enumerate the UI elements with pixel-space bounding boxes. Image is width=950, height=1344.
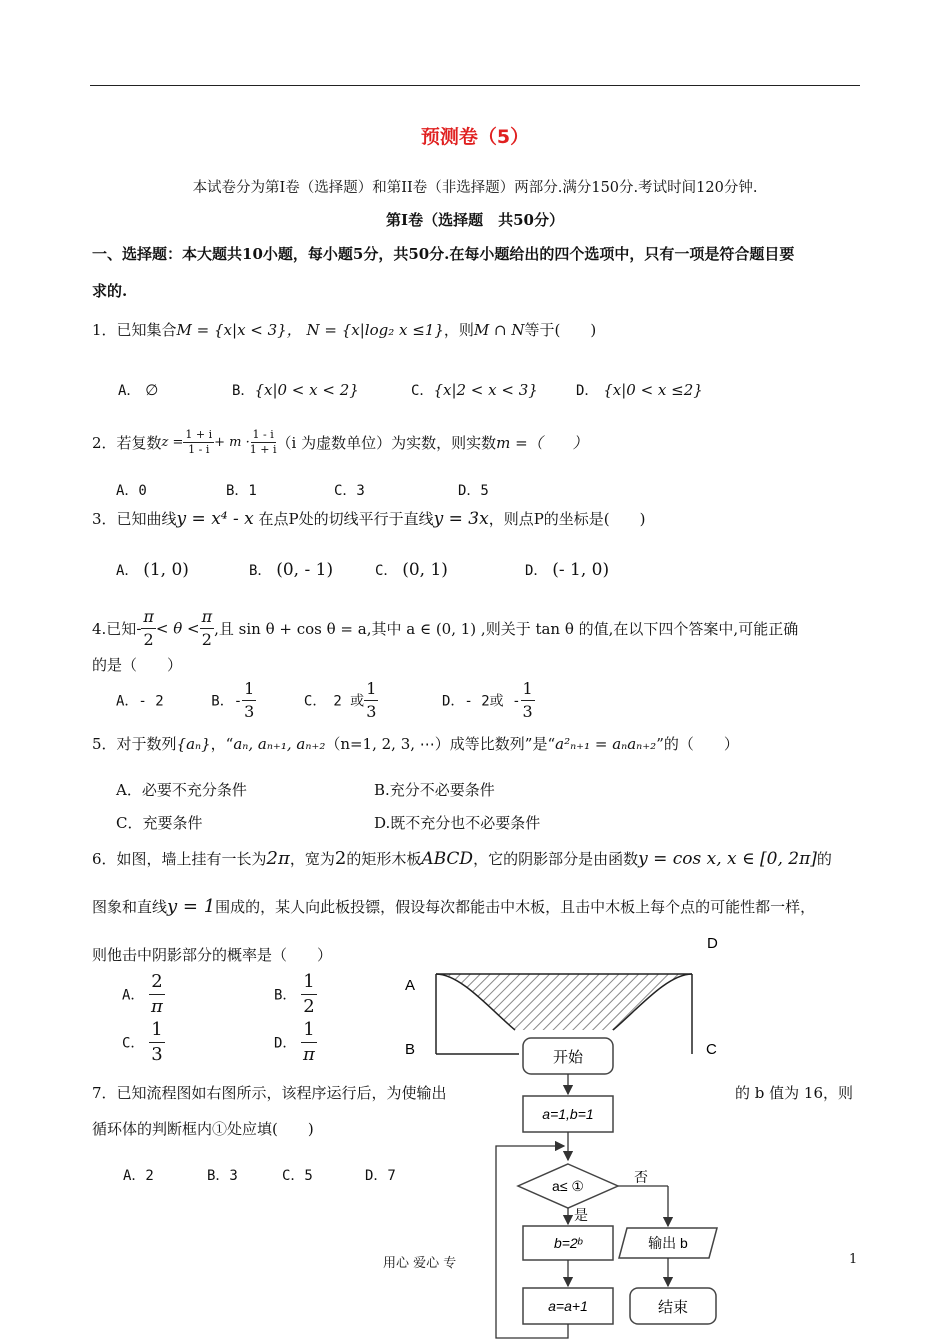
q7-option-a: A．2 bbox=[123, 1168, 154, 1184]
q7-stem-line1b: 的 b 值为 16，则 bbox=[735, 1084, 853, 1102]
page-number: 1 bbox=[849, 1252, 858, 1267]
q5-option-b: B.充分不必要条件 bbox=[374, 781, 495, 799]
q6-option-a: A． $\frac{2}{\pi}$ bbox=[122, 971, 163, 1017]
q6-label-b: B bbox=[405, 1041, 416, 1058]
svg-text:是: 是 bbox=[574, 1207, 588, 1223]
q7-flowchart bbox=[490, 1030, 730, 1344]
q5-option-d: D.既不充分也不必要条件 bbox=[374, 814, 541, 832]
q2-fraction-2: $\frac{1 - i}{1 + i}$ bbox=[249, 428, 277, 456]
q2-option-c: C．3 bbox=[334, 483, 365, 499]
q6-label-d: D bbox=[707, 935, 718, 952]
q3-option-a: A． (1, 0) bbox=[116, 560, 189, 580]
svg-text:b=2ᵇ: b=2ᵇ bbox=[553, 1235, 583, 1251]
q4-frac-neg-pi-half: $\frac{\pi}{2}$ bbox=[143, 607, 154, 649]
q6-option-d: D． $\frac{1}{\pi}$ bbox=[274, 1019, 315, 1065]
q4-option-a: A．- 2 bbox=[116, 693, 164, 710]
q3-option-d: D． (- 1, 0) bbox=[525, 560, 610, 580]
q7-option-b: B．3 bbox=[207, 1168, 238, 1184]
svg-text:a=a+1: a=a+1 bbox=[548, 1298, 588, 1314]
q1-option-b: B．{x|0 < x < 2} bbox=[232, 381, 359, 399]
q1-intersection: M ∩ N bbox=[473, 321, 525, 339]
header-rule bbox=[90, 85, 860, 86]
q7-stem-line2: 循环体的判断框内①处应填( ) bbox=[92, 1120, 314, 1138]
q4-stem-line2: 的是（ ） bbox=[92, 656, 183, 674]
q2-option-d: D．5 bbox=[458, 483, 489, 499]
q6-label-c: C bbox=[706, 1041, 717, 1058]
q6-function: y = cos x, x ∈ [0, 2π] bbox=[638, 849, 817, 869]
q2-fraction-1: $\frac{1 + i}{1 - i}$ bbox=[185, 428, 213, 456]
q1-option-d: D． {x|0 < x ≤2} bbox=[576, 381, 703, 399]
q1-option-a: A． ∅ bbox=[118, 381, 159, 399]
q1-set-m: M = {x|x < 3}， bbox=[176, 321, 302, 339]
q7-option-d: D．7 bbox=[365, 1168, 396, 1184]
q1-set-n: N = {x|log₂ x ≤1} bbox=[306, 321, 444, 339]
q3-option-c: C． (0, 1) bbox=[375, 560, 448, 580]
svg-text:a=1,b=1: a=1,b=1 bbox=[542, 1106, 594, 1122]
q6-stem-line3: 则他击中阴影部分的概率是（ ） bbox=[92, 946, 333, 964]
svg-text:否: 否 bbox=[634, 1169, 648, 1185]
q2-option-a: A．0 bbox=[116, 483, 147, 499]
svg-text:开始: 开始 bbox=[552, 1049, 584, 1066]
q5-sequence: {aₙ} bbox=[176, 735, 211, 753]
q7-option-c: C．5 bbox=[282, 1168, 313, 1184]
section-instructions-line1: 一、选择题：本大题共10小题，每小题5分，共50分.在每小题给出的四个选项中，只有一项是符合题目要 bbox=[92, 245, 795, 263]
q4-option-b: B．- bbox=[211, 693, 243, 710]
part-heading: 第Ⅰ卷（选择题 共50分） bbox=[386, 211, 564, 229]
q6-shaded-region bbox=[436, 974, 692, 1030]
q2-option-b: B．1 bbox=[226, 483, 257, 499]
q5-condition: a²ₙ₊₁ = aₙaₙ₊₂ bbox=[555, 735, 657, 753]
svg-text:输出 b: 输出 b bbox=[648, 1235, 688, 1251]
q6-stem-line1: 6．如图，墙上挂有一长为2π，宽为2的矩形木板ABCD，它的阴影部分是由函数y = cos x, x ∈ [0, 2π]的 bbox=[92, 848, 832, 869]
q4-frac-pi-half: $\frac{\pi}{2}$ bbox=[201, 607, 213, 649]
footer-text: 用心 爱心 专 bbox=[383, 1256, 457, 1271]
q3-option-b: B． (0, - 1) bbox=[249, 560, 334, 580]
q5-stem: 5．对于数列{aₙ}，“aₙ, aₙ₊₁, aₙ₊₂（n=1, 2, 3, ⋯）成等比数列”是“a²ₙ₊₁ = aₙaₙ₊₂”的（ ） bbox=[92, 735, 739, 753]
page-title: 预测卷（5） bbox=[420, 126, 530, 148]
svg-text:结束: 结束 bbox=[657, 1299, 689, 1316]
q1-option-c: C．{x|2 < x < 3} bbox=[411, 381, 538, 399]
q4-option-c: C． 2 或 bbox=[303, 693, 365, 710]
q6-option-b: B． $\frac{1}{2}$ bbox=[274, 971, 315, 1017]
q3-stem: 3．已知曲线y = x⁴ - x 在点P处的切线平行于直线y = 3x，则点P的坐标是( ) bbox=[92, 509, 646, 529]
q5-option-c: C．充要条件 bbox=[116, 814, 203, 832]
q4-option-d: D．- 2或 - bbox=[441, 693, 521, 710]
q4-stem: 4.已知- $\frac{\pi}{2}$ < θ < $\frac{\pi}{2}$ ,且 sin θ + cos θ = a,其中 a ∈ (0, 1) ,则关于 tan θ 的值,在以下四个答案中,可能正确 bbox=[92, 607, 799, 649]
q3-line: y = 3x bbox=[433, 509, 489, 529]
q3-curve: y = x⁴ - x bbox=[176, 509, 254, 529]
exam-intro: 本试卷分为第Ⅰ卷（选择题）和第ⅠⅠ卷（非选择题）两部分.满分150分.考试时间120分钟. bbox=[192, 180, 758, 196]
q6-stem-line2: 图象和直线y = 1围成的，某人向此板投镖，假设每次都能击中木板，且击中木板上每个点的可能性都一样， bbox=[92, 896, 816, 917]
q4-options: A．- 2 B．- $\frac{1}{3}$ C． 2 或 $\frac{1}{3}$ D．- 2或 - $\frac{1}{3}$ bbox=[116, 679, 533, 721]
section-instructions-line2: 求的. bbox=[92, 282, 128, 300]
q7-stem-line1a: 7．已知流程图如右图所示，该程序运行后，为使输出 bbox=[92, 1084, 447, 1102]
q6-label-a: A bbox=[405, 977, 416, 994]
q2-stem: 2．若复数z = $\frac{1 + i}{1 - i}$ + m · $\frac{1 - i}{1 + i}$ （i 为虚数单位）为实数，则实数m =（ ） bbox=[92, 428, 588, 456]
q1-stem: 1．已知集合M = {x|x < 3}， N = {x|log₂ x ≤1}，则M ∩ N等于( ) bbox=[92, 321, 597, 339]
svg-text:a≤ ①: a≤ ① bbox=[552, 1178, 584, 1194]
q5-option-a: A．必要不充分条件 bbox=[116, 781, 247, 799]
q6-option-c: C． $\frac{1}{3}$ bbox=[122, 1019, 163, 1065]
